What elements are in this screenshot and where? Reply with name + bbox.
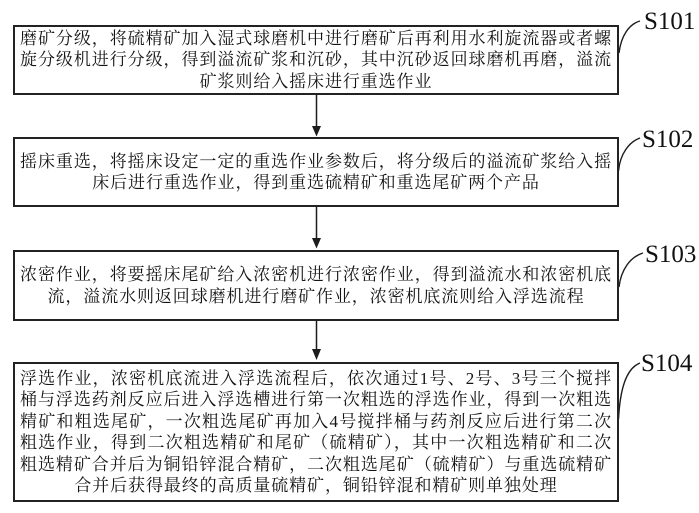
flow-arrow-2 [312,207,321,249]
flow-step-2-box [13,137,619,207]
step-label-s101: S101 [644,8,696,35]
s104-leader-line [619,363,641,419]
step-label-s103: S103 [645,241,697,268]
s103-leader-line [619,253,643,287]
step-label-s104: S104 [641,350,693,377]
flow-step-1-text: 磨矿分级，将硫精矿加入湿式球磨机中进行磨矿后再利用水利旋流器或者螺旋分级机进行分级，得到溢流矿浆和沉砂，其中沉砂返回球磨机再磨，溢流矿浆则给入摇床进行重选作业 [20,28,612,91]
flow-step-3-text: 浓密作业，将要摇床尾矿给入浓密机进行浓密作业，得到溢流水和浓密机底流，溢流水则返回球磨机进行磨矿作业，浓密机底流则给入浮选流程 [20,265,612,306]
flow-step-4-box [13,362,619,502]
flow-arrow-3 [312,321,321,360]
s102-leader-line [619,138,641,171]
flow-step-1-box [13,25,619,95]
step-label-s102: S102 [642,126,694,153]
flow-step-3-box [13,250,619,321]
s101-leader-line [619,21,640,53]
flow-step-4-text: 浮选作业，浓密机底流进入浮选流程后，依次通过1号、2号、3号三个搅拌桶与浮选药剂反应后进入浮选槽进行第一次粗选的浮选作业，得到一次粗选精矿和粗选尾矿，一次粗选尾矿再加入4号搅拌桶与药剂反应后进行第二次粗选作业，得到二次粗选精矿和尾矿（硫精矿），其中一次粗选精矿和二次粗选精矿合并后为铜铅锌混合精矿，二次粗选尾矿（硫精矿）与重选硫精矿合并后获得最终的高质量硫精矿，铜铅锌混和精矿则单独处理 [20,368,612,495]
flow-arrow-1 [312,95,321,137]
flow-step-2-text: 摇床重选，将摇床设定一定的重选作业参数后，将分级后的溢流矿浆给入摇床后进行重选作业，得到重选硫精矿和重选尾矿两个产品 [20,151,612,192]
